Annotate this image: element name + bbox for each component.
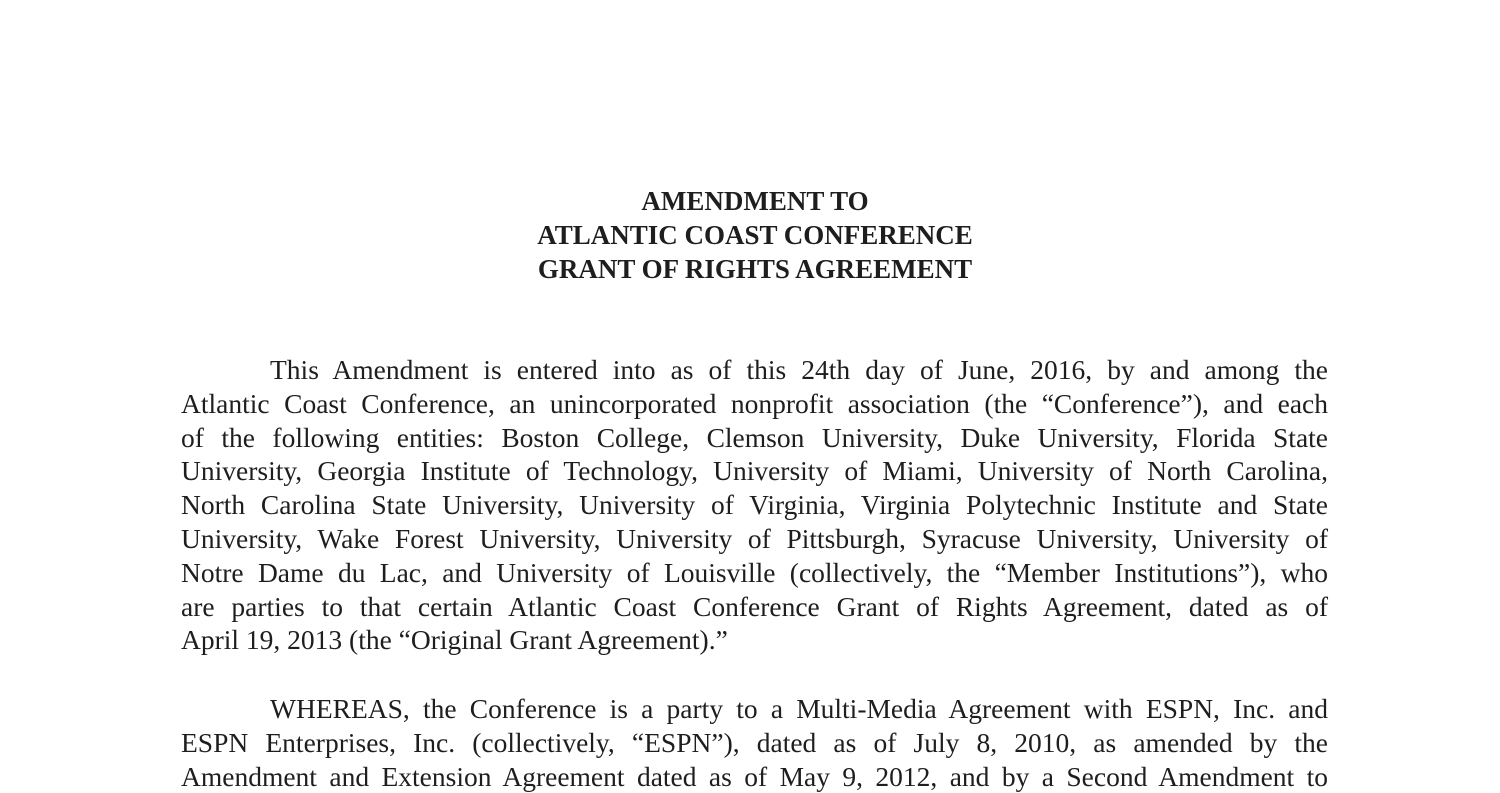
text-line: This Amendment is entered into as of this 24th day of June, 2016, by and among the (270, 354, 1328, 385)
text-line: University, Wake Forest University, University of Pittsburgh, Syracuse University, University of (181, 522, 1328, 554)
text-line: of the following entities: Boston College, Clemson University, Duke University, Florida State (181, 421, 1328, 453)
title-line: ATLANTIC COAST CONFERENCE (537, 220, 973, 250)
text-line: Amendment and Extension Agreement dated as of May 9, 2012, and by a Second Amendment to (181, 760, 1328, 792)
text-line: University, Georgia Institute of Technology, University of Miami, University of North Carolina, (181, 455, 1328, 487)
text-line: Atlantic Coast Conference, an unincorporated nonprofit association (the “Conference”), and each (181, 387, 1328, 419)
text-line: North Carolina State University, University of Virginia, Virginia Polytechnic Institute and State (181, 489, 1328, 521)
title-line: AMENDMENT TO (641, 186, 869, 216)
text-line: Notre Dame du Lac, and University of Louisville (collectively, the “Member Institutions”), who (181, 556, 1328, 588)
text-line: WHEREAS, the Conference is a party to a Multi-Media Agreement with ESPN, Inc. and (270, 693, 1328, 724)
title-line: GRANT OF RIGHTS AGREEMENT (537, 254, 973, 284)
text-line: April 19, 2013 (the “Original Grant Agreement).” (181, 624, 728, 656)
whereas-paragraph (181, 692, 1328, 793)
text-line: are parties to that certain Atlantic Coast Conference Grant of Rights Agreement, dated as of (181, 590, 1328, 622)
document-title (0, 184, 1500, 286)
intro-paragraph (181, 353, 1328, 657)
text-line: ESPN Enterprises, Inc. (collectively, “ESPN”), dated as of July 8, 2010, as amended by the (181, 726, 1328, 758)
